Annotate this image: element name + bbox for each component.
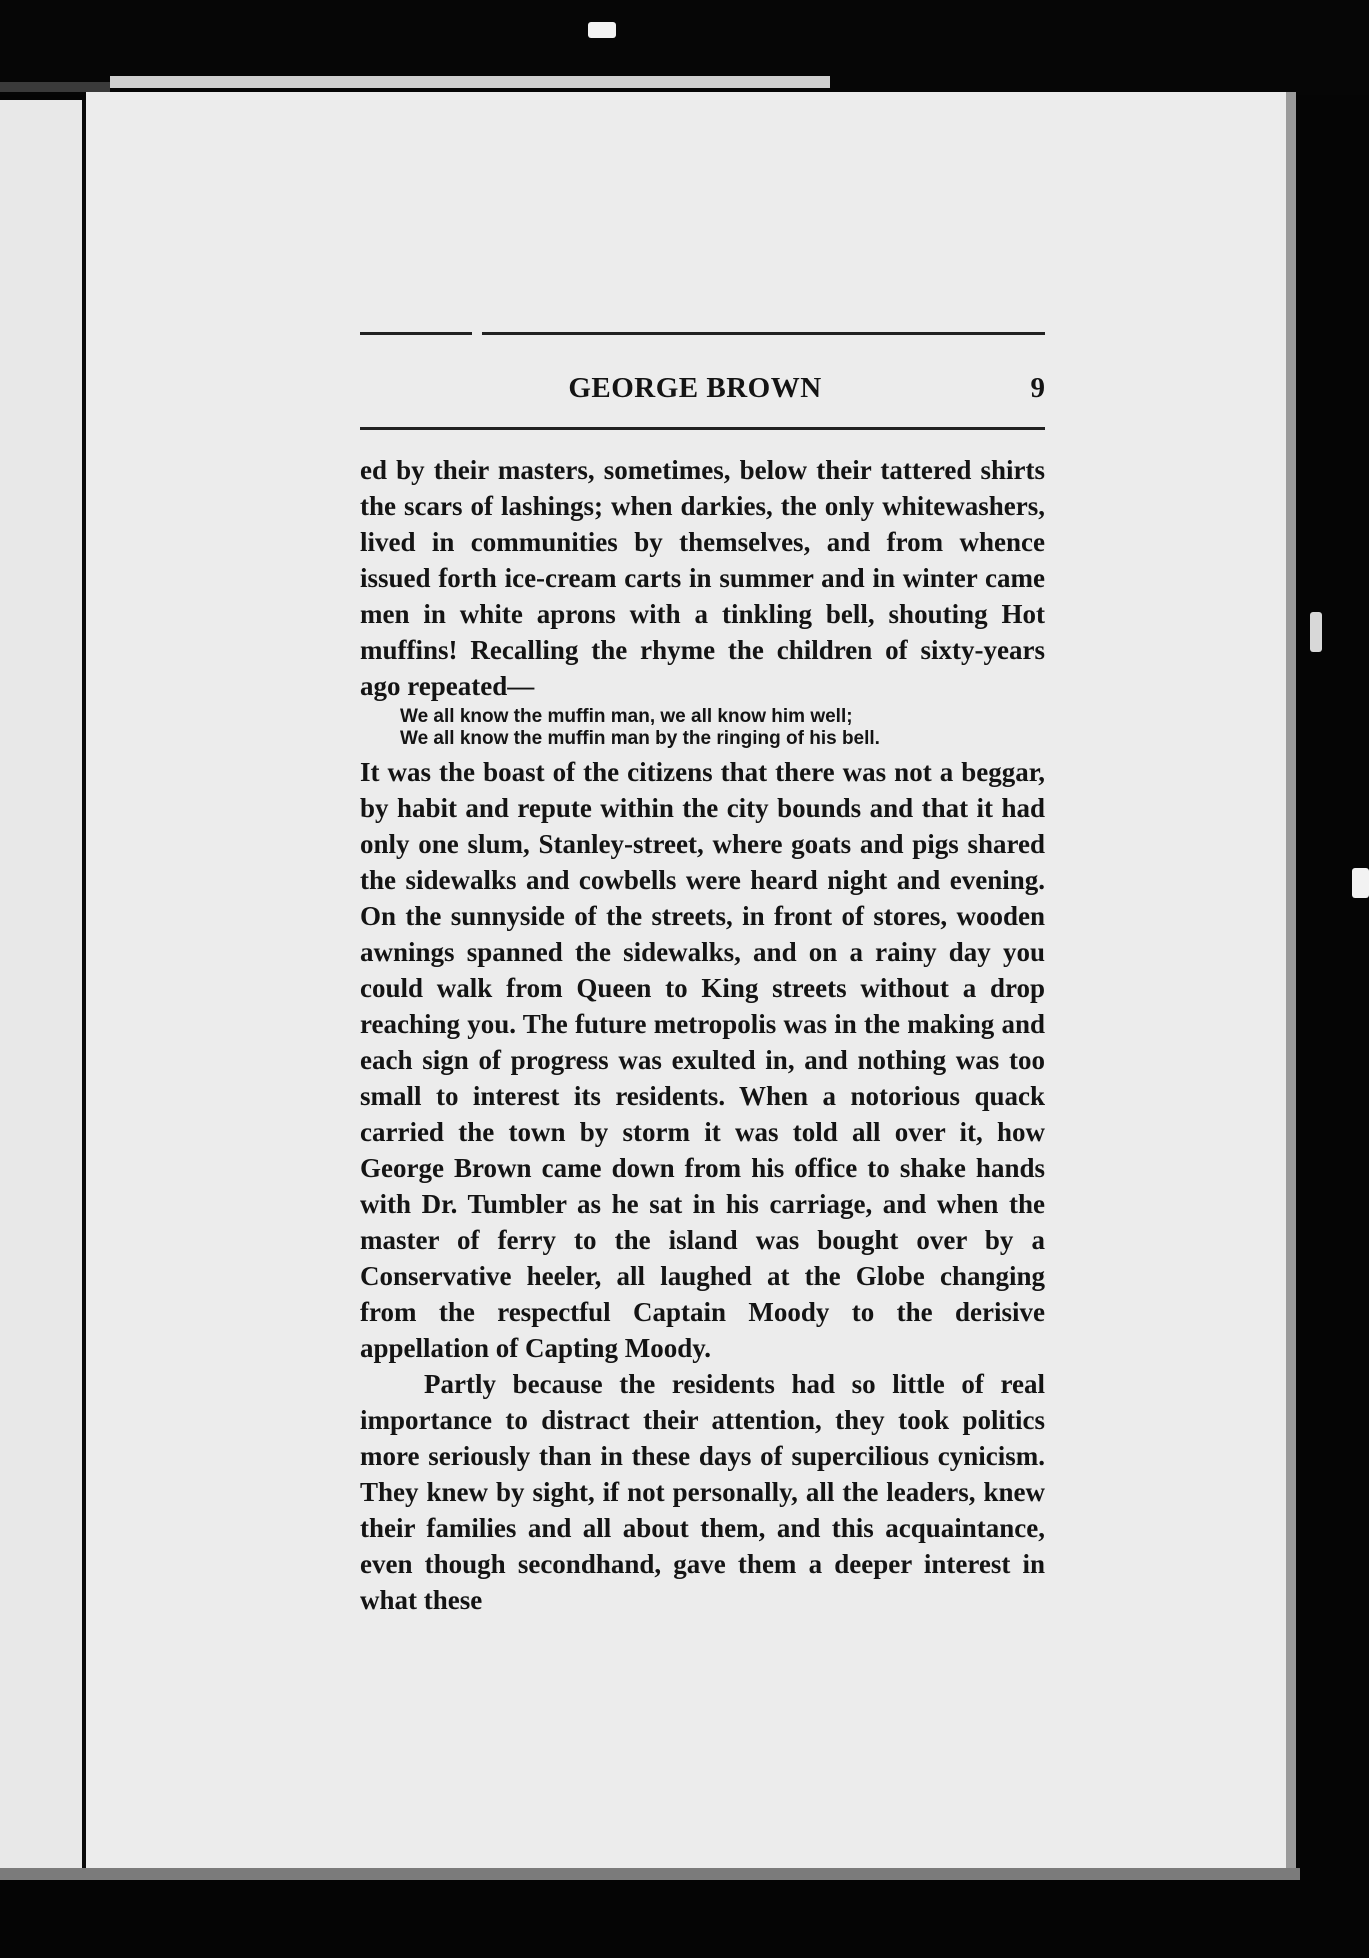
paragraph: It was the boast of the citizens that there was not a beggar, by habit and repute within the city bounds and that it had only one slum, Stanley-street, where goats and pigs shared the sidewalks and cowbells were heard night and evening. On the sunnyside of the streets, in front of stores, wooden awnings spanned the sidewalks, and on a rainy day you could walk from Queen to King streets without a drop reaching you. The future metropolis was in the making and each sign of progress was exulted in, and nothing was too small to interest its residents. When a notorious quack carried the town by storm it was told all over it, how George Brown came down from his office to shake hands with Dr. Tumbler as he sat in his carriage, and when the master of ferry to the island was bought over by a Conservative heeler, all laughed at the Globe changing from the respectful Captain Moody to the derisive appellation of Capting Moody. xyxy=(360,757,1045,1363)
paragraph: Partly because the residents had so little of real importance to distract their attention, they took politics more seriously than in these days of supercilious cynicism. They knew by sight, if not personally, all the leaders, knew their families and all about them, and this acquaintance, even though secondhand, gave them a deeper interest in what these xyxy=(360,1369,1045,1615)
scan-page-edge xyxy=(110,76,830,88)
scan-artifact xyxy=(1352,868,1369,898)
verse-line: We all know the muffin man by the ringing of his bell. xyxy=(400,728,880,749)
scan-binding-shadow xyxy=(0,82,110,92)
header-rule-top xyxy=(360,332,1045,335)
running-head-title: GEORGE BROWN xyxy=(568,372,822,404)
body-text xyxy=(360,452,1045,1618)
header-rule-bottom xyxy=(360,427,1045,430)
scan-artifact xyxy=(588,22,616,38)
scan-bottom-border xyxy=(0,1880,1369,1958)
verse-quotation xyxy=(400,706,1045,750)
verse-line: We all know the muffin man, we all know him well; xyxy=(400,706,853,727)
scan-artifact xyxy=(1310,612,1322,652)
running-head xyxy=(360,372,1045,412)
page-number: 9 xyxy=(1030,372,1045,404)
paragraph: ed by their masters, sometimes, below their tattered shirts the scars of lashings; when darkies, the only whitewashers, lived in communities by themselves, and from whence issued forth ice-cream carts in summer and in winter came men in white aprons with a tinkling bell, shouting Hot muffins! Recalling the rhyme the children of sixty-years ago repeated— xyxy=(360,455,1045,701)
page-edge-shadow xyxy=(1286,92,1296,1882)
facing-page-edge xyxy=(0,100,82,1875)
